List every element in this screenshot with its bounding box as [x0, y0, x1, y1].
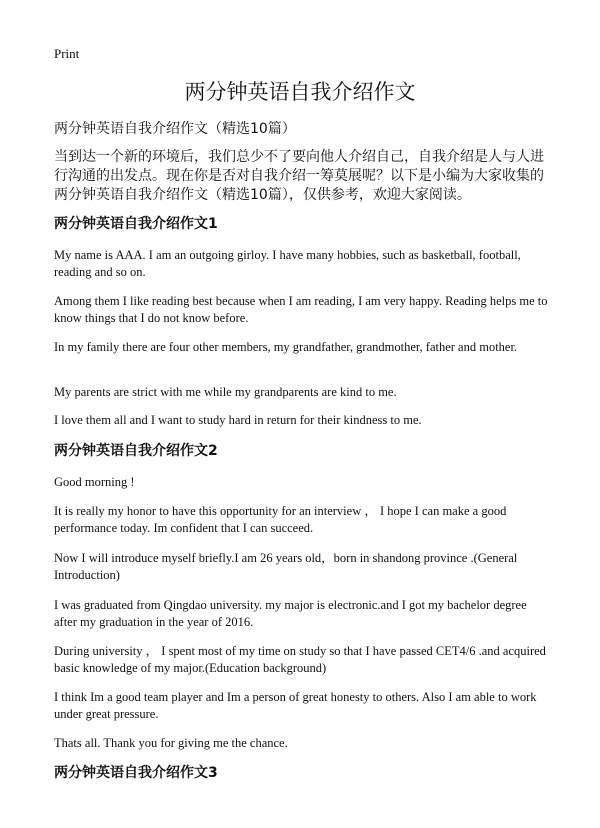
document-title: 两分钟英语自我介绍作文: [184, 80, 416, 104]
section-heading-1: 两分钟英语自我介绍作文1: [54, 216, 218, 232]
section-1-paragraph: Among them I like reading best because when I am reading, I am very happy. Reading helps me to know things that I do not know before.: [54, 294, 548, 325]
section-2-paragraph: Good morning !: [54, 475, 135, 489]
section-1-paragraph: My parents are strict with me while my grandparents are kind to me.: [54, 385, 397, 399]
section-2-paragraph: During university ， I spent most of my time on study so that I have passed CET4/6 .and acquired basic knowledge of my major.(Education background): [54, 644, 546, 675]
section-heading-3: 两分钟英语自我介绍作文3: [54, 765, 218, 781]
section-2-paragraph: I think Im a good team player and Im a person of great honesty to others. Also I am able to work under great pressure.: [54, 690, 537, 721]
section-2-paragraph: It is really my honor to have this opportunity for an interview ， I hope I can make a good performance today. Im confident that I can succeed.: [54, 504, 507, 535]
section-2-paragraph: Now I will introduce myself briefly.I am 26 years old，born in shandong province .(General Introduction): [54, 551, 518, 582]
intro-paragraph: 当到达一个新的环境后，我们总少不了要向他人介绍自己，自我介绍是人与人进行沟通的出发点。现在你是否对自我介绍一筹莫展呢？以下是小编为大家收集的两分钟英语自我介绍作文（精选10篇），仅供参考，欢迎大家阅读。: [54, 149, 544, 203]
document-subtitle: 两分钟英语自我介绍作文（精选10篇）: [54, 121, 296, 137]
section-2-paragraph: I was graduated from Qingdao university. my major is electronic.and I got my bachelor degree after my graduation in the year of 2016.: [54, 598, 527, 629]
print-link[interactable]: Print: [54, 46, 80, 61]
section-1-paragraph: I love them all and I want to study hard in return for their kindness to me.: [54, 413, 422, 427]
section-heading-2: 两分钟英语自我介绍作文2: [54, 443, 218, 459]
section-1-paragraph: In my family there are four other members, my grandfather, grandmother, father and mother.: [54, 340, 518, 354]
section-2-paragraph: Thats all. Thank you for giving me the chance.: [54, 736, 288, 750]
section-1-paragraph: My name is AAA. I am an outgoing girloy. I have many hobbies, such as basketball, football, reading and so on.: [54, 248, 521, 279]
